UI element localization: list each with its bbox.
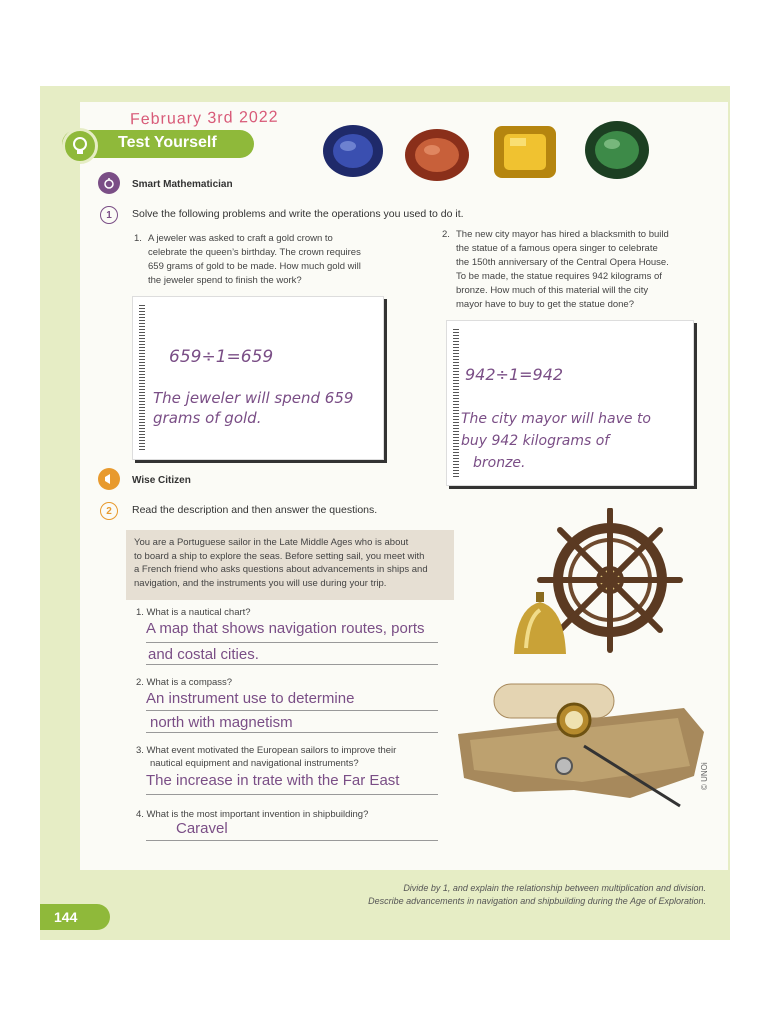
- answer-line: The jeweler will spend 659: [153, 389, 354, 407]
- answer-operation: 942÷1=942: [465, 365, 564, 384]
- question-2: 2. What is a compass?: [136, 677, 233, 688]
- answer-line: The city mayor will have to: [461, 411, 651, 427]
- section2-instruction: Read the description and then answer the questions.: [132, 504, 378, 516]
- footer-objectives: [368, 882, 706, 908]
- answer-2-line-2[interactable]: north with magnetism: [150, 714, 293, 731]
- problem-line: the statue of a famous opera singer to celebrate: [456, 243, 658, 254]
- footer-line: Divide by 1, and explain the relationship between multiplication and division.: [403, 883, 706, 893]
- answer-rule: [146, 642, 438, 643]
- question-1: 1. What is a nautical chart?: [136, 607, 251, 618]
- problem-2-text: [442, 228, 726, 312]
- answer-3[interactable]: The increase in trate with the Far East: [146, 772, 400, 789]
- question-3-line: nautical equipment and navigational instruments?: [150, 758, 359, 769]
- spiral-binding: [453, 329, 459, 477]
- emerald-gem-image: [582, 118, 652, 182]
- question-4: 4. What is the most important invention in shipbuilding?: [136, 809, 369, 820]
- garnet-gem-image: [402, 126, 472, 184]
- scenario-line: You are a Portuguese sailor in the Late Middle Ages who is about: [134, 537, 409, 548]
- question-3: [136, 744, 396, 770]
- problem-line: bronze. How much of this material will the city: [456, 285, 649, 296]
- handwritten-date: February 3rd 2022: [129, 108, 279, 129]
- scenario-line: to board a ship to explore the seas. Before setting sail, you meet with: [134, 550, 425, 562]
- answer-4[interactable]: Caravel: [176, 820, 228, 837]
- answer-rule: [146, 710, 438, 711]
- problem-line: A jeweler was asked to craft a gold crown to: [148, 233, 333, 244]
- answer-rule: [146, 794, 438, 795]
- megaphone-icon: [98, 468, 120, 490]
- answer-1-line-1[interactable]: A map that shows navigation routes, ports: [146, 620, 425, 637]
- answer-notebook-2[interactable]: [446, 320, 694, 486]
- answer-rule: [146, 664, 438, 665]
- scenario-line: navigation, and the instruments you will use during your trip.: [134, 577, 387, 589]
- section-label-wise-citizen: Wise Citizen: [132, 475, 191, 486]
- answer-notebook-1[interactable]: [132, 296, 384, 460]
- apple-brain-icon: [98, 172, 120, 194]
- answer-1-line-2[interactable]: and costal cities.: [148, 646, 259, 663]
- answer-line: buy 942 kilograms of: [461, 433, 610, 449]
- question-number-2: 2: [100, 502, 118, 520]
- problem-line: the 150th anniversary of the Central Opera House.: [456, 257, 669, 268]
- answer-line: grams of gold.: [153, 409, 262, 427]
- answer-2-line-1[interactable]: An instrument use to determine: [146, 690, 355, 707]
- problem-line: the jeweler spend to finish the work?: [148, 275, 302, 286]
- problem-line: mayor have to buy to get the statue done?: [456, 299, 634, 310]
- problem-number: 2.: [442, 229, 450, 240]
- lightbulb-head-icon: [62, 128, 98, 164]
- question-number-1: 1: [100, 206, 118, 224]
- problem-line: celebrate the queen’s birthday. The crown requires: [148, 247, 361, 258]
- problem-line: The new city mayor has hired a blacksmith to build: [456, 229, 669, 240]
- answer-line: bronze.: [473, 455, 526, 471]
- problem-line: To be made, the statue requires 942 kilograms of: [456, 271, 662, 282]
- problem-line: 659 grams of gold to be made. How much gold will: [148, 261, 361, 272]
- answer-rule: [146, 732, 438, 733]
- page-number: 144: [40, 904, 110, 930]
- section1-instruction: Solve the following problems and write the operations you used to do it.: [132, 208, 464, 220]
- citrine-gem-image: [490, 122, 560, 182]
- scenario-box: [126, 530, 454, 600]
- footer-line: Describe advancements in navigation and shipbuilding during the Age of Exploration.: [368, 896, 706, 906]
- spiral-binding: [139, 305, 145, 451]
- answer-rule: [146, 840, 438, 841]
- scenario-line: a French friend who asks questions about advancements in ships and: [134, 564, 428, 575]
- ship-wheel-and-bell-image: [500, 508, 700, 658]
- question-3-line: 3. What event motivated the European sailors to improve their: [136, 745, 397, 756]
- answer-operation: 659÷1=659: [169, 347, 274, 367]
- banner-title: Test Yourself: [118, 134, 217, 151]
- problem-number: 1.: [134, 233, 142, 244]
- problem-1-text: [134, 232, 418, 288]
- section-label-smart-mathematician: Smart Mathematician: [132, 179, 233, 190]
- copyright-notice: © UNOi: [700, 762, 709, 790]
- old-map-and-compass-image: [454, 668, 706, 808]
- sapphire-gem-image: [320, 122, 386, 180]
